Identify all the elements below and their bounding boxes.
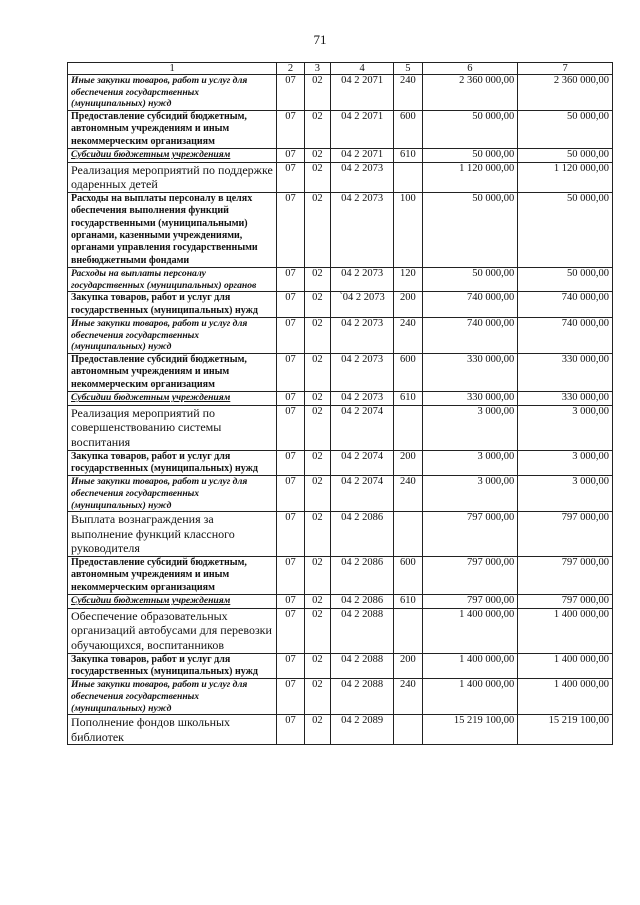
table-row	[68, 556, 613, 594]
amount-year2-cell: 3 000,00	[518, 476, 613, 512]
amount-year2-cell: 1 120 000,00	[518, 162, 613, 192]
expense-type-cell: 600	[394, 556, 422, 594]
target-article-cell: 04 2 2074	[331, 405, 394, 450]
column-number: 1	[68, 63, 277, 75]
expense-name-cell: Расходы на выплаты персоналу в целях обеспечения выполнения функций государственными (муниципальными) органами, казенными учреждениями, органами управления государственными внебюджетными фондами	[68, 192, 277, 267]
expense-type-cell: 610	[394, 595, 422, 609]
amount-year2-cell: 15 219 100,00	[518, 715, 613, 745]
expense-name-cell: Расходы на выплаты персоналу государственных (муниципальных) органов	[68, 268, 277, 292]
table-row	[68, 318, 613, 354]
amount-year1-cell: 797 000,00	[422, 595, 518, 609]
table-row	[68, 192, 613, 267]
table-row	[68, 405, 613, 450]
amount-year2-cell: 50 000,00	[518, 268, 613, 292]
amount-year2-cell: 50 000,00	[518, 192, 613, 267]
budget-table	[67, 62, 613, 745]
table-row	[68, 75, 613, 111]
expense-type-cell	[394, 162, 422, 192]
expense-name-cell: Иные закупки товаров, работ и услуг для обеспечения государственных (муниципальных) нужд	[68, 318, 277, 354]
target-article-cell: 04 2 2086	[331, 512, 394, 557]
page-number: 71	[313, 32, 327, 47]
expense-name-cell: Предоставление субсидий бюджетным, автономным учреждениям и иным некоммерческим организациям	[68, 354, 277, 392]
section-code-cell: 07	[277, 149, 304, 163]
subsection-code-cell: 02	[304, 75, 330, 111]
budget-table-body	[68, 63, 613, 745]
target-article-cell: 04 2 2073	[331, 268, 394, 292]
amount-year1-cell: 740 000,00	[422, 318, 518, 354]
section-code-cell: 07	[277, 405, 304, 450]
target-article-cell: 04 2 2086	[331, 595, 394, 609]
expense-name-cell: Обеспечение образовательных организаций автобусами для перевозки обучающихся, воспитанников	[68, 608, 277, 653]
amount-year2-cell: 3 000,00	[518, 450, 613, 476]
amount-year2-cell: 740 000,00	[518, 292, 613, 318]
section-code-cell: 07	[277, 318, 304, 354]
subsection-code-cell: 02	[304, 512, 330, 557]
subsection-code-cell: 02	[304, 392, 330, 406]
table-row	[68, 162, 613, 192]
table-row	[68, 595, 613, 609]
subsection-code-cell: 02	[304, 679, 330, 715]
amount-year1-cell: 1 400 000,00	[422, 608, 518, 653]
amount-year2-cell: 3 000,00	[518, 405, 613, 450]
amount-year1-cell: 50 000,00	[422, 110, 518, 148]
table-row	[68, 110, 613, 148]
target-article-cell: 04 2 2073	[331, 354, 394, 392]
target-article-cell: 04 2 2086	[331, 556, 394, 594]
target-article-cell: 04 2 2071	[331, 110, 394, 148]
table-row	[68, 392, 613, 406]
expense-name-cell: Закупка товаров, работ и услуг для государственных (муниципальных) нужд	[68, 292, 277, 318]
expense-type-cell: 100	[394, 192, 422, 267]
column-number-row	[68, 63, 613, 75]
target-article-cell: 04 2 2073	[331, 392, 394, 406]
subsection-code-cell: 02	[304, 354, 330, 392]
column-number: 6	[422, 63, 518, 75]
amount-year2-cell: 1 400 000,00	[518, 653, 613, 679]
expense-name-cell: Пополнение фондов школьных библиотек	[68, 715, 277, 745]
amount-year2-cell: 797 000,00	[518, 595, 613, 609]
section-code-cell: 07	[277, 354, 304, 392]
target-article-cell: 04 2 2073	[331, 318, 394, 354]
expense-type-cell: 240	[394, 75, 422, 111]
table-row	[68, 512, 613, 557]
amount-year2-cell: 50 000,00	[518, 110, 613, 148]
amount-year1-cell: 1 400 000,00	[422, 653, 518, 679]
amount-year1-cell: 797 000,00	[422, 556, 518, 594]
target-article-cell: 04 2 2074	[331, 476, 394, 512]
subsection-code-cell: 02	[304, 268, 330, 292]
section-code-cell: 07	[277, 476, 304, 512]
column-number: 5	[394, 63, 422, 75]
table-row	[68, 715, 613, 745]
amount-year1-cell: 1 120 000,00	[422, 162, 518, 192]
amount-year1-cell: 3 000,00	[422, 405, 518, 450]
amount-year1-cell: 50 000,00	[422, 268, 518, 292]
amount-year1-cell: 3 000,00	[422, 450, 518, 476]
expense-type-cell: 200	[394, 292, 422, 318]
subsection-code-cell: 02	[304, 318, 330, 354]
expense-name-cell: Субсидии бюджетным учреждениям	[68, 392, 277, 406]
subsection-code-cell: 02	[304, 292, 330, 318]
table-row	[68, 679, 613, 715]
column-number: 7	[518, 63, 613, 75]
amount-year2-cell: 50 000,00	[518, 149, 613, 163]
table-row	[68, 268, 613, 292]
amount-year1-cell: 797 000,00	[422, 512, 518, 557]
target-article-cell: 04 2 2088	[331, 653, 394, 679]
section-code-cell: 07	[277, 512, 304, 557]
section-code-cell: 07	[277, 75, 304, 111]
table-row	[68, 608, 613, 653]
expense-type-cell: 600	[394, 110, 422, 148]
section-code-cell: 07	[277, 595, 304, 609]
section-code-cell: 07	[277, 679, 304, 715]
expense-type-cell: 610	[394, 392, 422, 406]
amount-year2-cell: 330 000,00	[518, 392, 613, 406]
table-row	[68, 149, 613, 163]
amount-year2-cell: 2 360 000,00	[518, 75, 613, 111]
subsection-code-cell: 02	[304, 476, 330, 512]
expense-type-cell	[394, 405, 422, 450]
expense-name-cell: Реализация мероприятий по поддержке одаренных детей	[68, 162, 277, 192]
target-article-cell: 04 2 2074	[331, 450, 394, 476]
target-article-cell: 04 2 2089	[331, 715, 394, 745]
section-code-cell: 07	[277, 268, 304, 292]
amount-year1-cell: 2 360 000,00	[422, 75, 518, 111]
expense-type-cell	[394, 715, 422, 745]
amount-year2-cell: 740 000,00	[518, 318, 613, 354]
expense-name-cell: Предоставление субсидий бюджетным, автономным учреждениям и иным некоммерческим организациям	[68, 110, 277, 148]
table-row	[68, 476, 613, 512]
table-row	[68, 450, 613, 476]
subsection-code-cell: 02	[304, 595, 330, 609]
amount-year2-cell: 797 000,00	[518, 556, 613, 594]
target-article-cell: 04 2 2073	[331, 162, 394, 192]
amount-year1-cell: 3 000,00	[422, 476, 518, 512]
amount-year1-cell: 15 219 100,00	[422, 715, 518, 745]
section-code-cell: 07	[277, 110, 304, 148]
expense-name-cell: Иные закупки товаров, работ и услуг для обеспечения государственных (муниципальных) нужд	[68, 75, 277, 111]
amount-year1-cell: 330 000,00	[422, 392, 518, 406]
target-article-cell: 04 2 2071	[331, 149, 394, 163]
expense-type-cell: 240	[394, 679, 422, 715]
expense-type-cell: 610	[394, 149, 422, 163]
expense-name-cell: Иные закупки товаров, работ и услуг для обеспечения государственных (муниципальных) нужд	[68, 476, 277, 512]
expense-name-cell: Иные закупки товаров, работ и услуг для обеспечения государственных (муниципальных) нужд	[68, 679, 277, 715]
subsection-code-cell: 02	[304, 405, 330, 450]
subsection-code-cell: 02	[304, 149, 330, 163]
expense-type-cell: 200	[394, 653, 422, 679]
expense-name-cell: Закупка товаров, работ и услуг для государственных (муниципальных) нужд	[68, 450, 277, 476]
subsection-code-cell: 02	[304, 192, 330, 267]
section-code-cell: 07	[277, 715, 304, 745]
table-row	[68, 292, 613, 318]
subsection-code-cell: 02	[304, 608, 330, 653]
amount-year1-cell: 50 000,00	[422, 192, 518, 267]
expense-name-cell: Реализация мероприятий по совершенствованию системы воспитания	[68, 405, 277, 450]
subsection-code-cell: 02	[304, 715, 330, 745]
target-article-cell: 04 2 2071	[331, 75, 394, 111]
section-code-cell: 07	[277, 556, 304, 594]
expense-type-cell: 600	[394, 354, 422, 392]
subsection-code-cell: 02	[304, 653, 330, 679]
expense-type-cell: 240	[394, 476, 422, 512]
subsection-code-cell: 02	[304, 450, 330, 476]
column-number: 3	[304, 63, 330, 75]
section-code-cell: 07	[277, 392, 304, 406]
section-code-cell: 07	[277, 192, 304, 267]
expense-name-cell: Предоставление субсидий бюджетным, автономным учреждениям и иным некоммерческим организациям	[68, 556, 277, 594]
expense-type-cell: 240	[394, 318, 422, 354]
subsection-code-cell: 02	[304, 162, 330, 192]
expense-type-cell	[394, 512, 422, 557]
expense-name-cell: Выплата вознаграждения за выполнение функций классного руководителя	[68, 512, 277, 557]
amount-year2-cell: 797 000,00	[518, 512, 613, 557]
subsection-code-cell: 02	[304, 556, 330, 594]
amount-year2-cell: 1 400 000,00	[518, 608, 613, 653]
amount-year1-cell: 740 000,00	[422, 292, 518, 318]
expense-type-cell: 200	[394, 450, 422, 476]
target-article-cell: 04 2 2088	[331, 679, 394, 715]
amount-year1-cell: 1 400 000,00	[422, 679, 518, 715]
section-code-cell: 07	[277, 162, 304, 192]
amount-year2-cell: 1 400 000,00	[518, 679, 613, 715]
amount-year1-cell: 330 000,00	[422, 354, 518, 392]
section-code-cell: 07	[277, 450, 304, 476]
expense-name-cell: Закупка товаров, работ и услуг для государственных (муниципальных) нужд	[68, 653, 277, 679]
column-number: 2	[277, 63, 304, 75]
amount-year1-cell: 50 000,00	[422, 149, 518, 163]
target-article-cell: 04 2 2073	[331, 192, 394, 267]
subsection-code-cell: 02	[304, 110, 330, 148]
amount-year2-cell: 330 000,00	[518, 354, 613, 392]
table-row	[68, 653, 613, 679]
target-article-cell: 04 2 2088	[331, 608, 394, 653]
target-article-cell: `04 2 2073	[331, 292, 394, 318]
expense-name-cell: Субсидии бюджетным учреждениям	[68, 149, 277, 163]
expense-type-cell: 120	[394, 268, 422, 292]
table-row	[68, 354, 613, 392]
section-code-cell: 07	[277, 292, 304, 318]
expense-name-cell: Субсидии бюджетным учреждениям	[68, 595, 277, 609]
section-code-cell: 07	[277, 653, 304, 679]
column-number: 4	[331, 63, 394, 75]
section-code-cell: 07	[277, 608, 304, 653]
expense-type-cell	[394, 608, 422, 653]
